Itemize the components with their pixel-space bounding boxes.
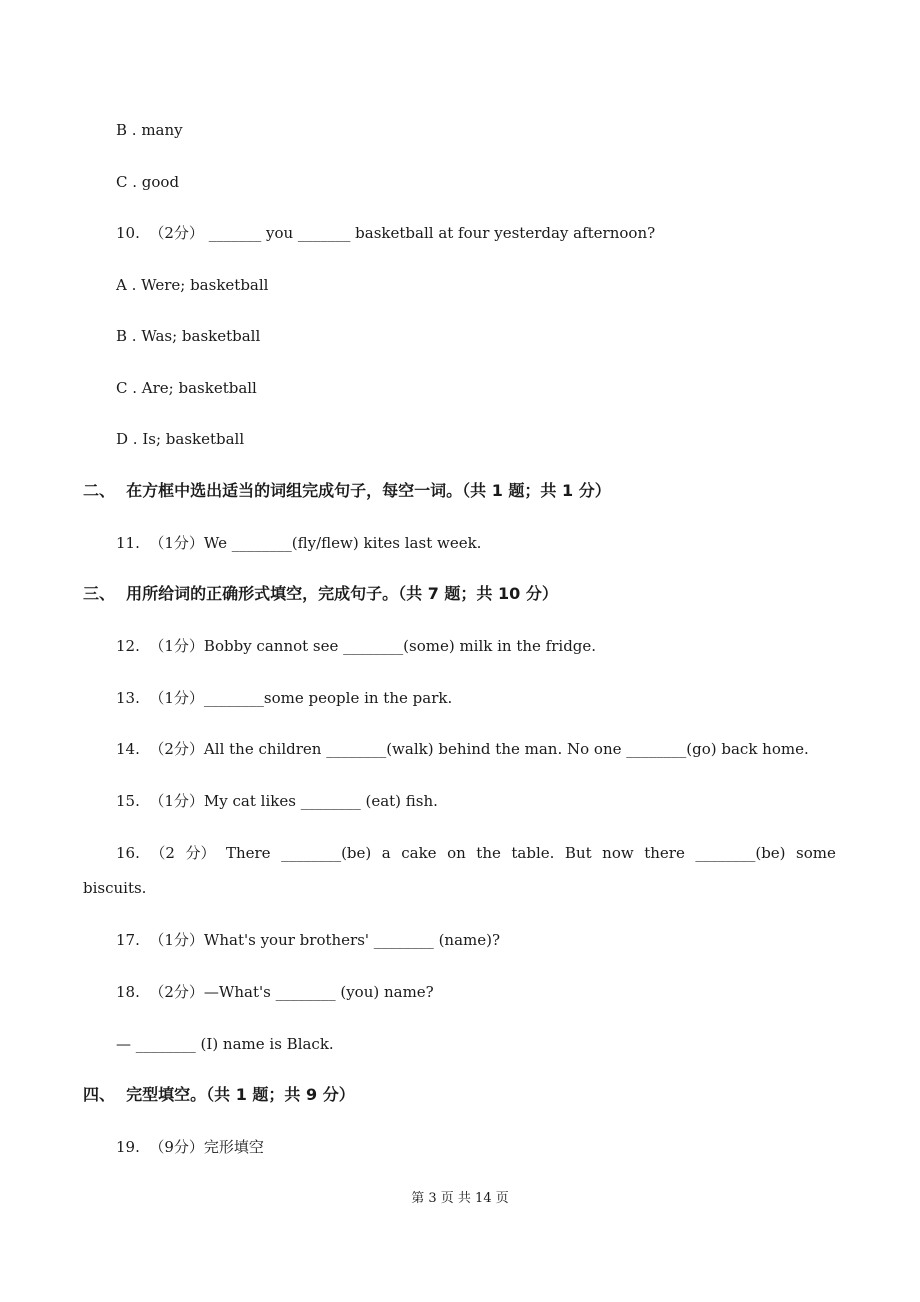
question-17: 17. （1分）What's your brothers' ________ (name)? [116, 931, 501, 949]
option-c: C . good [116, 173, 180, 191]
page-number-footer: 第 3 页 共 14 页 [411, 1191, 509, 1206]
q16-word: there [644, 844, 685, 862]
q16-word: But [564, 844, 592, 862]
question-10-option-d: D . Is; basketball [116, 430, 245, 448]
q16-word: ________(be) [281, 844, 372, 862]
q16-word: on [447, 844, 466, 862]
question-14: 14. （2分）All the children ________(walk) behind the man. No one ________(go) back home. [116, 740, 809, 758]
question-18-reply: — ________ (I) name is Black. [116, 1035, 334, 1053]
question-10: 10. （2分） _______ you _______ basketball at four yesterday afternoon? [116, 224, 656, 242]
question-16 [116, 843, 836, 863]
q16-word: 分） [185, 844, 216, 862]
question-10-option-b: B . Was; basketball [116, 327, 261, 345]
question-12: 12. （1分）Bobby cannot see ________(some) milk in the fridge. [116, 637, 597, 655]
q16-word: the [476, 844, 501, 862]
question-16-continuation: biscuits. [83, 879, 147, 897]
q16-word: some [796, 844, 836, 862]
q16-word: table. [511, 844, 555, 862]
question-10-option-a: A . Were; basketball [116, 276, 269, 294]
option-b: B . many [116, 121, 183, 139]
q16-word: （2 [150, 844, 175, 862]
section-heading-3: 三、 用所给词的正确形式填空，完成句子。（共 7 题；共 10 分） [83, 584, 558, 603]
q16-word: now [602, 844, 634, 862]
question-13: 13. （1分）________some people in the park. [116, 689, 453, 707]
question-19: 19. （9分）完形填空 [116, 1138, 264, 1156]
question-10-option-c: C . Are; basketball [116, 379, 257, 397]
q16-word: 16. [116, 844, 140, 862]
q16-word: There [225, 844, 271, 862]
q16-word: a [381, 844, 391, 862]
q16-word: cake [401, 844, 437, 862]
section-heading-2: 二、 在方框中选出适当的词组完成句子，每空一词。（共 1 题；共 1 分） [83, 481, 611, 500]
question-18: 18. （2分）—What's ________ (you) name? [116, 983, 434, 1001]
question-11: 11. （1分）We ________(fly/flew) kites last week. [116, 534, 482, 552]
question-15: 15. （1分）My cat likes ________ (eat) fish. [116, 792, 438, 810]
section-heading-4: 四、 完型填空。（共 1 题；共 9 分） [83, 1085, 355, 1104]
q16-word: ________(be) [695, 844, 786, 862]
